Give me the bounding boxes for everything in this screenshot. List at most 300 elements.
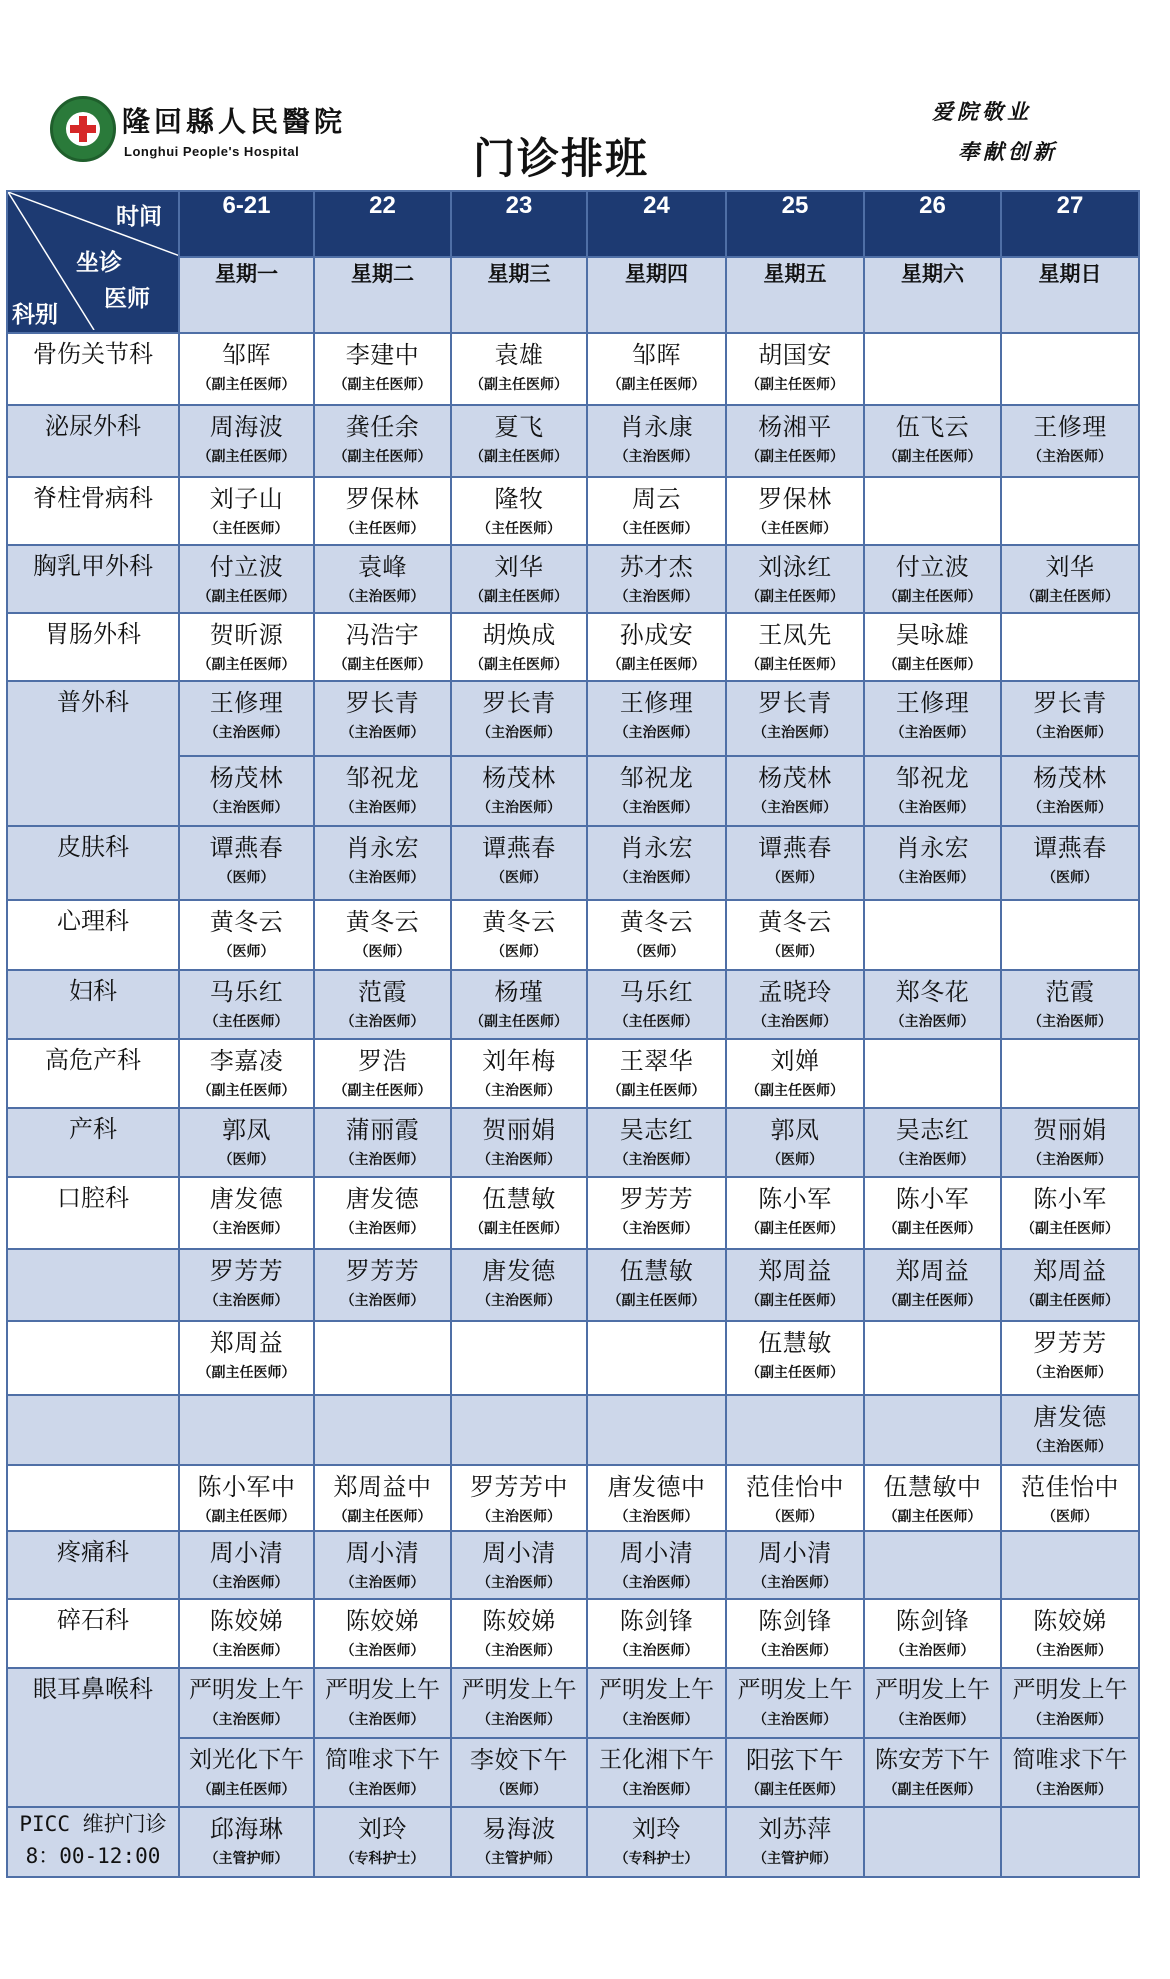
schedule-cell (1001, 333, 1139, 405)
schedule-cell (314, 1668, 451, 1738)
schedule-cell (451, 1249, 587, 1321)
doctor-title: （医师） (218, 870, 275, 886)
doctor-title: （副主任医师） (883, 589, 982, 605)
doctor-name: 肖永宏 (345, 834, 420, 862)
doctor-name: 陈小军 (895, 1185, 970, 1213)
doctor-title: （医师） (491, 1782, 547, 1798)
schedule-cell (864, 681, 1001, 756)
department-cell (7, 1395, 179, 1465)
schedule-cell (451, 1039, 587, 1108)
schedule-cell (314, 1531, 451, 1599)
schedule-cell (451, 681, 587, 756)
schedule-cell (451, 1177, 587, 1249)
department-cell: 胃肠外科 (7, 613, 179, 681)
doctor-title: （副主任医师） (746, 1221, 844, 1237)
doctor-name: 谭燕春 (209, 834, 284, 862)
doctor-title: （主治医师） (204, 1293, 289, 1309)
doctor-name: 严明发上午 (1012, 1677, 1128, 1703)
doctor-name (865, 1396, 1000, 1402)
doctor-title: （主治医师） (340, 1782, 425, 1798)
date-cell: 27 (1001, 191, 1139, 257)
department-cell: 骨伤关节科 (7, 333, 179, 405)
date-cell: 25 (726, 191, 864, 257)
schedule-cell (451, 826, 587, 900)
schedule-cell (726, 545, 864, 613)
department-cell (7, 1465, 179, 1531)
schedule-cell (587, 1738, 726, 1807)
schedule-cell (179, 1395, 314, 1465)
schedule-cell (179, 756, 314, 826)
schedule-cell (451, 970, 587, 1039)
schedule-cell (587, 477, 726, 545)
doctor-title: （副主任医师） (883, 1509, 982, 1525)
doctor-name (1002, 478, 1138, 484)
doctor-name: 杨茂林 (482, 764, 556, 792)
schedule-cell (451, 477, 587, 545)
doctor-name: 王化湘下午 (599, 1747, 714, 1773)
schedule-cell (587, 1465, 726, 1531)
schedule-cell (1001, 900, 1139, 970)
doctor-title: （主治医师） (614, 725, 699, 741)
corner-dept-label: 科别 (12, 301, 58, 327)
doctor-name: 罗保林 (758, 485, 832, 513)
schedule-cell (451, 1395, 587, 1465)
doctor-name (1002, 334, 1138, 340)
doctor-name (588, 1322, 725, 1328)
doctor-name: 苏才杰 (619, 553, 694, 581)
schedule-cell (726, 1395, 864, 1465)
doctor-name: 杨湘平 (758, 413, 832, 441)
doctor-name (865, 1532, 1000, 1538)
doctor-title: （副主任医师） (333, 377, 432, 393)
doctor-name: 黄冬云 (619, 908, 694, 936)
table-row (7, 1177, 1139, 1249)
schedule-cell (314, 826, 451, 900)
doctor-title: （副主任医师） (333, 449, 432, 465)
schedule-cell (179, 1321, 314, 1395)
schedule-cell (726, 333, 864, 405)
doctor-name: 周海波 (209, 413, 284, 441)
schedule-cell (864, 1668, 1001, 1738)
doctor-title: （主治医师） (340, 1575, 425, 1591)
doctor-name: 谭燕春 (758, 834, 832, 862)
doctor-title: （副主任医师） (197, 1083, 296, 1099)
schedule-cell (1001, 613, 1139, 681)
doctor-name: 唐发德中 (607, 1473, 706, 1501)
schedule-cell (587, 1599, 726, 1668)
doctor-title: （医师） (491, 870, 547, 886)
doctor-name: 严明发上午 (737, 1677, 853, 1703)
doctor-name: 易海波 (482, 1815, 556, 1843)
department-cell: 碎石科 (7, 1599, 179, 1668)
doctor-title: （副主任医师） (470, 1014, 568, 1030)
schedule-cell (179, 613, 314, 681)
doctor-title: （主治医师） (1028, 1152, 1112, 1168)
doctor-name: 陈安芳下午 (875, 1747, 990, 1773)
doctor-title: （主治医师） (614, 1712, 699, 1728)
schedule-cell (179, 477, 314, 545)
doctor-name: 黄冬云 (758, 908, 832, 936)
schedule-cell (314, 681, 451, 756)
doctor-name: 简唯求下午 (1012, 1747, 1128, 1773)
department-cell: 产科 (7, 1108, 179, 1177)
doctor-title: （主治医师） (1028, 725, 1112, 741)
doctor-title: （主治医师） (340, 1712, 425, 1728)
schedule-cell (864, 405, 1001, 477)
doctor-name: 吴志红 (895, 1116, 970, 1144)
doctor-name: 胡国安 (758, 341, 832, 369)
schedule-cell (314, 333, 451, 405)
schedule-cell (864, 1321, 1001, 1395)
doctor-title: （主治医师） (1028, 1712, 1112, 1728)
schedule-cell (179, 1668, 314, 1738)
doctor-title: （主任医师） (204, 1014, 289, 1030)
doctor-title: （主治医师） (890, 1712, 975, 1728)
doctor-name: 刘玲 (358, 1815, 407, 1843)
schedule-cell (451, 1599, 587, 1668)
schedule-cell (587, 1177, 726, 1249)
schedule-cell (864, 900, 1001, 970)
doctor-name: 刘华 (494, 553, 544, 581)
schedule-cell (587, 1668, 726, 1738)
schedule-cell (726, 1177, 864, 1249)
schedule-cell (587, 1531, 726, 1599)
doctor-title: （主治医师） (614, 589, 699, 605)
doctor-title: （主任医师） (204, 521, 289, 537)
schedule-cell (587, 333, 726, 405)
department-cell: 脊柱骨病科 (7, 477, 179, 545)
table-row (7, 545, 1139, 613)
schedule-cell (1001, 1807, 1139, 1877)
schedule-cell (1001, 1531, 1139, 1599)
doctor-title: （主治医师） (477, 800, 561, 816)
doctor-title: （主治医师） (614, 1643, 699, 1659)
doctor-name (1002, 1040, 1138, 1046)
doctor-name: 郑周益中 (333, 1473, 432, 1501)
doctor-name: 黄冬云 (209, 908, 284, 936)
doctor-title: （主治医师） (753, 1014, 837, 1030)
doctor-name: 陈小军 (758, 1185, 832, 1213)
doctor-name: 罗长青 (1033, 689, 1107, 717)
schedule-cell (451, 756, 587, 826)
schedule-cell (864, 545, 1001, 613)
doctor-name: 严明发上午 (599, 1677, 714, 1703)
doctor-name: 李嘉凌 (209, 1047, 284, 1075)
doctor-name: 郑周益 (758, 1257, 832, 1285)
doctor-name: 杨茂林 (1033, 764, 1107, 792)
schedule-cell (587, 1108, 726, 1177)
department-cell: 心理科 (7, 900, 179, 970)
table-row (7, 1668, 1139, 1738)
schedule-cell (451, 1807, 587, 1877)
doctor-title: （医师） (628, 944, 685, 960)
department-cell: 妇科 (7, 970, 179, 1039)
doctor-title: （主治医师） (614, 1509, 699, 1525)
doctor-name: 邹晖 (222, 341, 271, 369)
schedule-cell (726, 477, 864, 545)
doctor-name: 邹祝龙 (619, 764, 694, 792)
schedule-cell (179, 900, 314, 970)
schedule-cell (314, 1249, 451, 1321)
doctor-title: （医师） (767, 870, 823, 886)
weekday-cell: 星期四 (587, 257, 726, 333)
schedule-cell (726, 1039, 864, 1108)
doctor-title: （副主任医师） (607, 1293, 706, 1309)
doctor-name: 罗长青 (482, 689, 556, 717)
doctor-title: （副主任医师） (883, 449, 982, 465)
doctor-title: （主管护师） (204, 1851, 289, 1867)
schedule-cell (726, 1738, 864, 1807)
schedule-cell (587, 1321, 726, 1395)
schedule-cell (864, 970, 1001, 1039)
doctor-name: 伍慧敏中 (883, 1473, 982, 1501)
doctor-title: （副主任医师） (607, 1083, 706, 1099)
doctor-title: （主管护师） (477, 1851, 561, 1867)
schedule-cell (864, 1177, 1001, 1249)
corner-header (7, 191, 179, 333)
doctor-title: （主任医师） (477, 521, 561, 537)
doctor-name: 范佳怡中 (746, 1473, 844, 1501)
doctor-name (865, 1808, 1000, 1814)
schedule-cell (1001, 970, 1139, 1039)
table-row (7, 1321, 1139, 1395)
table-row (7, 900, 1139, 970)
schedule-cell (179, 545, 314, 613)
doctor-title: （主治医师） (753, 1575, 837, 1591)
doctor-title: （主治医师） (614, 800, 699, 816)
doctor-name: 陈剑锋 (619, 1607, 694, 1635)
doctor-title: （主治医师） (477, 1152, 561, 1168)
doctor-title: （医师） (767, 944, 823, 960)
doctor-name (315, 1322, 450, 1328)
schedule-cell (864, 1599, 1001, 1668)
doctor-name: 罗芳芳中 (470, 1473, 568, 1501)
doctor-title: （主治医师） (204, 725, 289, 741)
doctor-name: 刘华 (1045, 553, 1095, 581)
table-row (7, 1531, 1139, 1599)
doctor-name (315, 1396, 450, 1402)
doctor-title: （主治医师） (340, 1643, 425, 1659)
doctor-name: 郑冬花 (895, 978, 970, 1006)
schedule-cell (1001, 1249, 1139, 1321)
schedule-cell (1001, 1039, 1139, 1108)
doctor-title: （副主任医师） (470, 1221, 568, 1237)
department-cell: 胸乳甲外科 (7, 545, 179, 613)
schedule-cell (726, 1807, 864, 1877)
doctor-name: 刘子山 (209, 485, 284, 513)
schedule-cell (587, 970, 726, 1039)
schedule-cell (314, 613, 451, 681)
doctor-title: （副主任医师） (197, 657, 296, 673)
schedule-cell (451, 333, 587, 405)
doctor-title: （主治医师） (753, 800, 837, 816)
doctor-title: （副主任医师） (470, 657, 568, 673)
doctor-title: （副主任医师） (1021, 1221, 1119, 1237)
schedule-cell (587, 1807, 726, 1877)
doctor-title: （主任医师） (614, 1014, 699, 1030)
doctor-title: （医师） (491, 944, 547, 960)
doctor-name: 吴咏雄 (895, 621, 970, 649)
doctor-name (727, 1396, 863, 1402)
doctor-title: （主治医师） (204, 1643, 289, 1659)
schedule-cell (726, 681, 864, 756)
doctor-name: 罗长青 (758, 689, 832, 717)
doctor-name: 陈姣娣 (1033, 1607, 1107, 1635)
schedule-cell (314, 405, 451, 477)
doctor-title: （主治医师） (614, 1221, 699, 1237)
schedule-cell (587, 681, 726, 756)
doctor-title: （主治医师） (614, 1782, 699, 1798)
table-row (7, 1807, 1139, 1877)
schedule-cell (451, 405, 587, 477)
doctor-name: 刘苏萍 (758, 1815, 832, 1843)
table-row (7, 681, 1139, 756)
schedule-cell (451, 1531, 587, 1599)
doctor-title: （医师） (218, 1152, 275, 1168)
doctor-name: 夏飞 (494, 413, 544, 441)
schedule-cell (726, 405, 864, 477)
date-cell: 22 (314, 191, 451, 257)
table-row (7, 333, 1139, 405)
doctor-name: 陈小军中 (197, 1473, 296, 1501)
doctor-name: 胡焕成 (482, 621, 556, 649)
schedule-cell (314, 545, 451, 613)
doctor-name: 王修理 (619, 689, 694, 717)
doctor-title: （副主任医师） (1021, 1293, 1119, 1309)
schedule-cell (864, 333, 1001, 405)
table-row (7, 477, 1139, 545)
schedule-cell (726, 1108, 864, 1177)
schedule-cell (864, 1738, 1001, 1807)
table-row (7, 1599, 1139, 1668)
schedule-cell (726, 1531, 864, 1599)
doctor-title: （主治医师） (1028, 800, 1112, 816)
doctor-title: （医师） (218, 944, 275, 960)
doctor-name: 孙成安 (619, 621, 694, 649)
doctor-name: 罗芳芳 (209, 1257, 284, 1285)
schedule-cell (451, 613, 587, 681)
doctor-title: （副主任医师） (607, 657, 706, 673)
schedule-cell (1001, 545, 1139, 613)
doctor-name: 付立波 (209, 553, 284, 581)
schedule-cell (864, 1108, 1001, 1177)
department-cell: 皮肤科 (7, 826, 179, 900)
doctor-name (865, 478, 1000, 484)
table-row (7, 1039, 1139, 1108)
doctor-name: 伍慧敏 (619, 1257, 694, 1285)
doctor-name (865, 901, 1000, 907)
doctor-name: 刘玲 (632, 1815, 681, 1843)
doctor-name (865, 1322, 1000, 1328)
schedule-cell (726, 1465, 864, 1531)
doctor-name: 吴志红 (619, 1116, 694, 1144)
doctor-name: 唐发德 (345, 1185, 420, 1213)
schedule-cell (314, 1395, 451, 1465)
doctor-name: 肖永宏 (619, 834, 694, 862)
doctor-name (1002, 614, 1138, 620)
doctor-title: （主治医师） (1028, 1014, 1112, 1030)
doctor-title: （副主任医师） (333, 1083, 432, 1099)
doctor-title: （副主任医师） (746, 1365, 844, 1381)
schedule-cell (1001, 1668, 1139, 1738)
doctor-name: 肖永宏 (895, 834, 970, 862)
schedule-cell (1001, 1738, 1139, 1807)
doctor-name: 刘泳红 (758, 553, 832, 581)
doctor-title: （副主任医师） (197, 589, 296, 605)
doctor-name: 谭燕春 (482, 834, 556, 862)
doctor-name: 王修理 (1033, 413, 1107, 441)
doctor-title: （副主任医师） (1021, 589, 1119, 605)
doctor-name: 袁雄 (494, 341, 544, 369)
schedule-cell (179, 681, 314, 756)
schedule-cell (587, 900, 726, 970)
schedule-cell (1001, 756, 1139, 826)
doctor-title: （主治医师） (1028, 1365, 1112, 1381)
schedule-cell (451, 900, 587, 970)
schedule-cell (314, 1177, 451, 1249)
schedule-cell (451, 1465, 587, 1531)
doctor-name: 陈姣娣 (345, 1607, 420, 1635)
doctor-name: 郑周益 (209, 1329, 284, 1357)
schedule-cell (179, 970, 314, 1039)
doctor-name (452, 1396, 586, 1402)
table-row (7, 1249, 1139, 1321)
schedule-cell (1001, 405, 1139, 477)
schedule-cell (587, 1395, 726, 1465)
doctor-title: （主任医师） (340, 521, 425, 537)
doctor-title: （副主任医师） (746, 589, 844, 605)
doctor-title: （主治医师） (753, 1643, 837, 1659)
schedule-cell (587, 1039, 726, 1108)
doctor-name: 袁峰 (358, 553, 407, 581)
doctor-name (452, 1322, 586, 1328)
schedule-cell (451, 1321, 587, 1395)
date-cell: 23 (451, 191, 587, 257)
doctor-name: 蒲丽霞 (345, 1116, 420, 1144)
table-row (7, 405, 1139, 477)
weekday-cell: 星期一 (179, 257, 314, 333)
doctor-name: 简唯求下午 (325, 1747, 440, 1773)
doctor-name: 王凤先 (758, 621, 832, 649)
doctor-name: 王翠华 (619, 1047, 694, 1075)
weekday-cell: 星期二 (314, 257, 451, 333)
schedule-cell (726, 1668, 864, 1738)
schedule-cell (314, 1599, 451, 1668)
page-title: 门诊排班 (473, 134, 650, 183)
table-row (7, 826, 1139, 900)
doctor-title: （主治医师） (614, 1575, 699, 1591)
schedule-cell (1001, 477, 1139, 545)
doctor-name: 龚任余 (345, 413, 420, 441)
doctor-name: 邹晖 (632, 341, 681, 369)
schedule-cell (587, 545, 726, 613)
doctor-name: 罗芳芳 (619, 1185, 694, 1213)
doctor-name: 周小清 (758, 1539, 832, 1567)
doctor-title: （主治医师） (204, 1712, 289, 1728)
doctor-name: 陈剑锋 (758, 1607, 832, 1635)
doctor-title: （副主任医师） (607, 377, 706, 393)
schedule-cell (179, 1177, 314, 1249)
doctor-title: （副主任医师） (746, 377, 844, 393)
schedule-cell (726, 970, 864, 1039)
doctor-name: 刘年梅 (482, 1047, 556, 1075)
doctor-title: （医师） (767, 1509, 823, 1525)
doctor-name: 周小清 (209, 1539, 284, 1567)
doctor-name: 马乐红 (209, 978, 284, 1006)
doctor-name: 唐发德 (1033, 1403, 1107, 1431)
doctor-title: （主治医师） (1028, 1643, 1112, 1659)
department-cell: PICC 维护门诊 8：00-12:00 (7, 1807, 179, 1877)
